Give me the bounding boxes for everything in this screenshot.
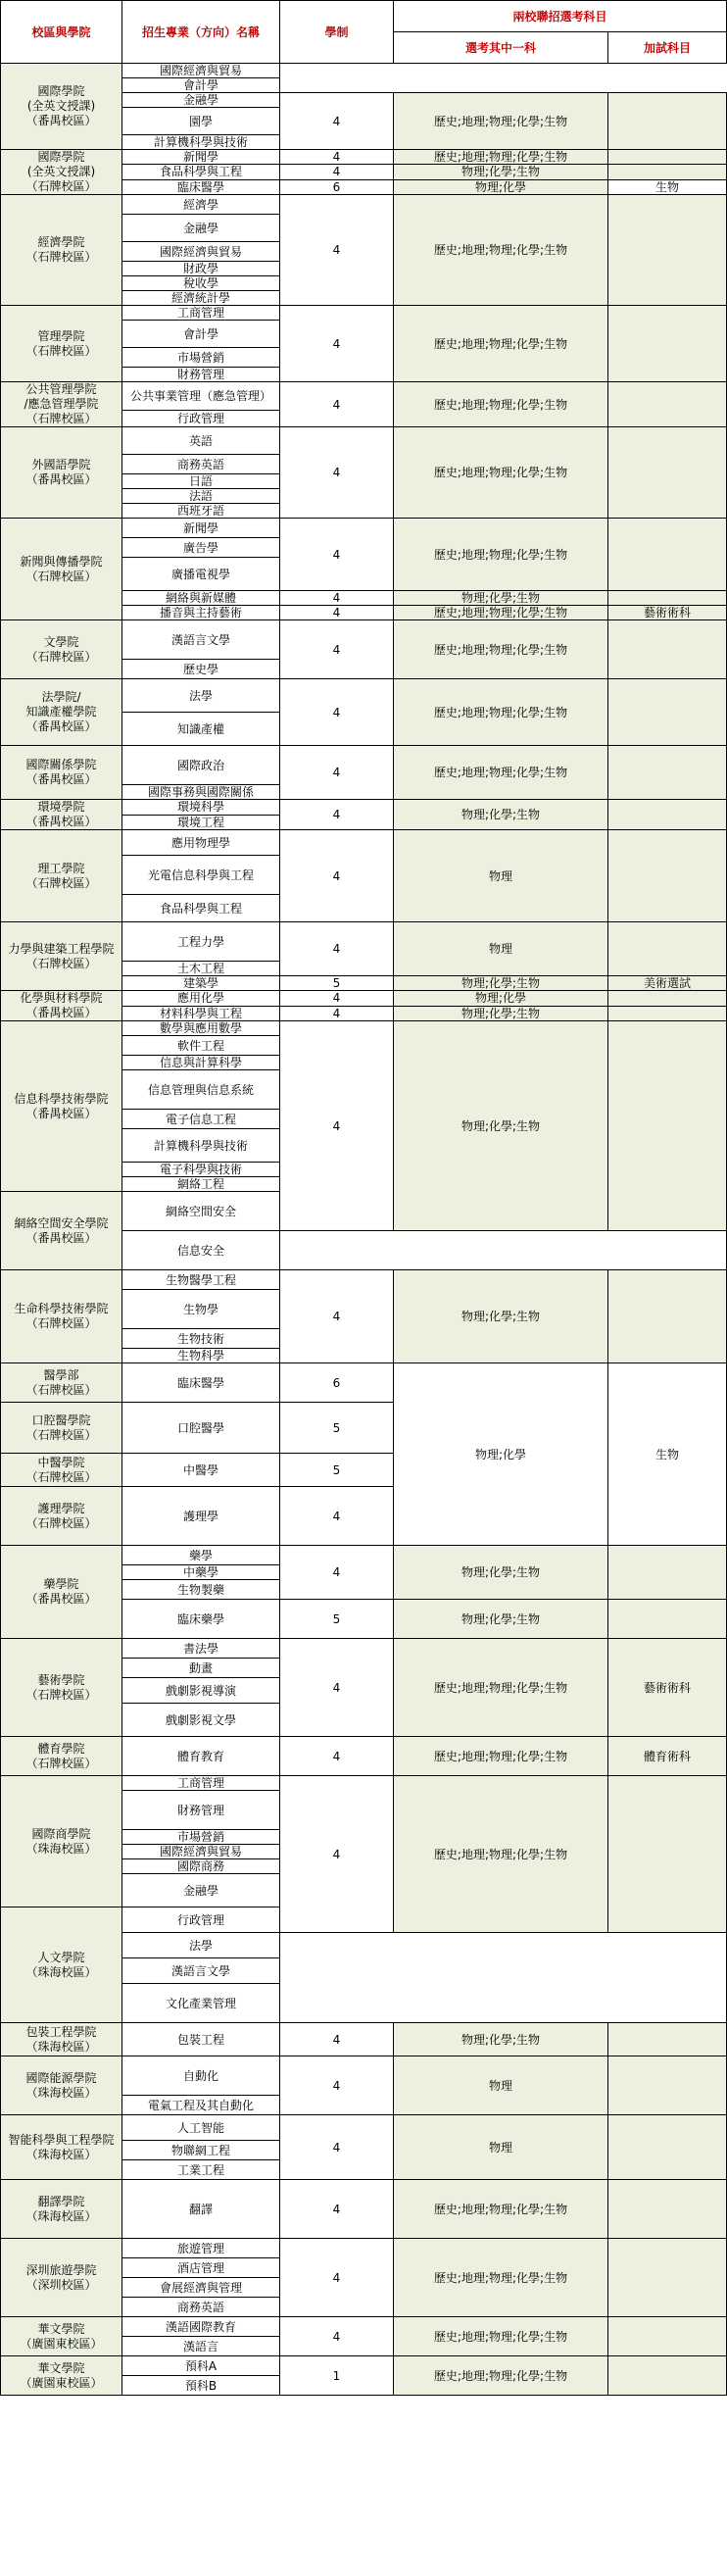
major-cell: 國際政治 — [122, 746, 280, 785]
major-cell: 網絡空間安全 — [122, 1192, 280, 1231]
years-cell: 4 — [280, 165, 394, 179]
college-cell: 中醫學院 （石牌校區） — [1, 1454, 122, 1487]
extra-subject-cell — [608, 620, 727, 679]
college-cell: 國際能源學院 （珠海校區） — [1, 2056, 122, 2115]
years-cell: 4 — [280, 93, 394, 150]
subject-cell: 物理;化學 — [394, 179, 608, 194]
table-row — [1, 679, 727, 713]
years-cell: 4 — [280, 1006, 394, 1021]
subject-cell: 物理;化學;生物 — [394, 2023, 608, 2056]
extra-subject-cell — [608, 2317, 727, 2356]
years-cell: 4 — [280, 2317, 394, 2356]
major-cell: 廣播電視學 — [122, 558, 280, 591]
header-major: 招生專業（方向）名稱 — [122, 1, 280, 64]
major-cell: 建築學 — [122, 976, 280, 991]
college-cell: 體育學院 （石牌校區） — [1, 1737, 122, 1776]
table-row — [1, 519, 727, 538]
subject-cell: 物理;化學;生物 — [394, 1600, 608, 1639]
major-cell: 財務管理 — [122, 368, 280, 382]
subject-cell: 歷史;地理;物理;化學;生物 — [394, 1639, 608, 1737]
college-cell: 藝術學院 （石牌校區） — [1, 1639, 122, 1737]
years-cell: 4 — [280, 1270, 394, 1363]
extra-subject-cell — [608, 2115, 727, 2180]
extra-subject-cell — [608, 830, 727, 922]
table-row — [1, 2239, 727, 2258]
college-cell: 口腔醫學院 （石牌校區） — [1, 1403, 122, 1454]
extra-subject-cell — [608, 165, 727, 179]
major-cell: 動畫 — [122, 1659, 280, 1678]
major-cell: 日語 — [122, 474, 280, 489]
college-cell: 力學與建築工程學院 （石牌校區） — [1, 922, 122, 991]
header-college: 校區與學院 — [1, 1, 122, 64]
years-cell: 4 — [280, 2115, 394, 2180]
years-cell: 5 — [280, 1454, 394, 1487]
extra-subject-cell: 生物 — [608, 1363, 727, 1546]
college-cell: 公共管理學院 /應急管理學院 （石牌校區） — [1, 382, 122, 427]
major-cell: 藥學 — [122, 1546, 280, 1565]
subject-cell: 物理;化學;生物 — [394, 1006, 608, 1021]
major-cell: 軟件工程 — [122, 1036, 280, 1056]
subject-cell: 歷史;地理;物理;化學;生物 — [394, 2317, 608, 2356]
extra-subject-cell — [608, 195, 727, 306]
years-cell: 4 — [280, 2239, 394, 2317]
table-row — [1, 382, 727, 411]
years-cell: 4 — [280, 800, 394, 830]
major-cell: 電子科學與技術 — [122, 1163, 280, 1177]
extra-subject-cell — [608, 2023, 727, 2056]
years-cell: 4 — [280, 1776, 394, 1933]
college-cell: 理工學院 （石牌校區） — [1, 830, 122, 922]
subject-cell: 物理 — [394, 922, 608, 976]
major-cell: 市場營銷 — [122, 1830, 280, 1845]
major-cell: 物聯網工程 — [122, 2141, 280, 2160]
major-cell: 工業工程 — [122, 2160, 280, 2180]
subject-cell: 物理;化學;生物 — [394, 1546, 608, 1600]
table-row — [1, 991, 727, 1007]
years-cell: 4 — [280, 1737, 394, 1776]
extra-subject-cell — [608, 991, 727, 1007]
major-cell: 預科B — [122, 2376, 280, 2396]
major-cell: 國際經濟與貿易 — [122, 242, 280, 262]
subject-cell: 物理;化學 — [394, 1363, 608, 1546]
major-cell: 會計學 — [122, 321, 280, 348]
extra-subject-cell — [608, 2356, 727, 2396]
subject-cell: 物理;化學;生物 — [394, 1270, 608, 1363]
major-cell: 戲劇影視文學 — [122, 1704, 280, 1737]
college-cell: 華文學院 （廣園東校區） — [1, 2317, 122, 2356]
major-cell: 酒店管理 — [122, 2258, 280, 2278]
subject-cell: 歷史;地理;物理;化學;生物 — [394, 606, 608, 620]
major-cell: 臨床醫學 — [122, 1363, 280, 1403]
college-cell: 包裝工程學院 （珠海校區） — [1, 2023, 122, 2056]
table-row — [1, 922, 727, 962]
major-cell: 文化產業管理 — [122, 1984, 280, 2023]
major-cell: 預科A — [122, 2356, 280, 2376]
major-cell: 經濟學 — [122, 195, 280, 215]
college-cell: 環境學院 （番禺校區） — [1, 800, 122, 830]
major-cell: 國際事務與國際關係 — [122, 785, 280, 800]
major-cell: 會展經濟與管理 — [122, 2278, 280, 2298]
college-cell: 管理學院 （石牌校區） — [1, 306, 122, 382]
extra-subject-cell — [608, 1021, 727, 1231]
extra-subject-cell — [608, 382, 727, 427]
college-cell: 醫學部 （石牌校區） — [1, 1363, 122, 1403]
extra-subject-cell: 藝術術科 — [608, 1639, 727, 1737]
table-row — [1, 2180, 727, 2239]
major-cell: 計算機科學與技術 — [122, 135, 280, 150]
table-row — [1, 800, 727, 816]
years-cell: 4 — [280, 2180, 394, 2239]
college-cell: 人文學院 （珠海校區） — [1, 1907, 122, 2023]
major-cell: 數學與應用數學 — [122, 1021, 280, 1036]
table-row — [1, 2115, 727, 2141]
major-cell: 電氣工程及其自動化 — [122, 2096, 280, 2115]
subject-cell: 物理;化學;生物 — [394, 1021, 608, 1231]
years-cell: 1 — [280, 2356, 394, 2396]
major-cell: 自動化 — [122, 2056, 280, 2096]
major-cell: 漢語言 — [122, 2337, 280, 2356]
subject-cell: 歷史;地理;物理;化學;生物 — [394, 306, 608, 382]
subject-cell: 物理;化學 — [394, 991, 608, 1007]
years-cell: 6 — [280, 179, 394, 194]
major-cell: 中醫學 — [122, 1454, 280, 1487]
table-body — [1, 64, 727, 2396]
extra-subject-cell: 美術選試 — [608, 976, 727, 991]
major-cell: 工程力學 — [122, 922, 280, 962]
major-cell: 應用化學 — [122, 991, 280, 1007]
extra-subject-cell — [608, 1600, 727, 1639]
years-cell: 4 — [280, 746, 394, 800]
major-cell: 食品科學與工程 — [122, 895, 280, 922]
years-cell: 4 — [280, 679, 394, 746]
years-cell: 4 — [280, 382, 394, 427]
years-cell: 5 — [280, 1600, 394, 1639]
subject-cell: 歷史;地理;物理;化學;生物 — [394, 150, 608, 165]
table-row — [1, 1363, 727, 1403]
major-cell: 漢語國際教育 — [122, 2317, 280, 2337]
major-cell: 市場營銷 — [122, 348, 280, 368]
major-cell: 翻譯 — [122, 2180, 280, 2239]
extra-subject-cell: 生物 — [608, 179, 727, 194]
table-row — [1, 1639, 727, 1659]
years-cell: 5 — [280, 1403, 394, 1454]
major-cell: 知識產權 — [122, 713, 280, 746]
extra-subject-cell — [608, 519, 727, 591]
major-cell: 生物技術 — [122, 1329, 280, 1349]
table-row — [1, 64, 727, 78]
major-cell: 體育教育 — [122, 1737, 280, 1776]
major-cell: 書法學 — [122, 1639, 280, 1659]
table-row — [1, 195, 727, 215]
major-cell: 國際經濟與貿易 — [122, 1845, 280, 1859]
major-cell: 行政管理 — [122, 1907, 280, 1933]
table-row — [1, 2317, 727, 2337]
subject-cell: 歷史;地理;物理;化學;生物 — [394, 2356, 608, 2396]
major-cell: 工商管理 — [122, 306, 280, 321]
extra-subject-cell — [608, 2180, 727, 2239]
major-cell: 計算機科學與技術 — [122, 1129, 280, 1163]
table-row — [1, 1270, 727, 1290]
years-cell: 4 — [280, 306, 394, 382]
college-cell: 化學與材料學院 （番禺校區） — [1, 991, 122, 1021]
years-cell: 4 — [280, 830, 394, 922]
extra-subject-cell — [608, 1270, 727, 1363]
college-cell: 翻譯學院 （珠海校區） — [1, 2180, 122, 2239]
years-cell: 6 — [280, 1363, 394, 1403]
extra-subject-cell — [608, 2239, 727, 2317]
major-cell: 網絡工程 — [122, 1177, 280, 1192]
years-cell: 4 — [280, 150, 394, 165]
extra-subject-cell: 藝術術科 — [608, 606, 727, 620]
major-cell: 金融學 — [122, 93, 280, 108]
major-cell: 金融學 — [122, 1874, 280, 1907]
years-cell: 4 — [280, 606, 394, 620]
major-cell: 國際商務 — [122, 1859, 280, 1874]
years-cell: 4 — [280, 922, 394, 976]
major-cell: 廣告學 — [122, 538, 280, 558]
years-cell: 5 — [280, 976, 394, 991]
major-cell: 稅收學 — [122, 276, 280, 291]
college-cell: 國際學院 (全英文授課) （石牌校區） — [1, 150, 122, 195]
table-row — [1, 746, 727, 785]
college-cell: 文學院 （石牌校區） — [1, 620, 122, 679]
major-cell: 經濟統計學 — [122, 291, 280, 306]
table-row — [1, 620, 727, 660]
years-cell: 4 — [280, 195, 394, 306]
extra-subject-cell — [608, 427, 727, 519]
major-cell: 公共事業管理（應急管理） — [122, 382, 280, 411]
major-cell: 材料科學與工程 — [122, 1006, 280, 1021]
table-row — [1, 1546, 727, 1565]
major-cell: 中藥學 — [122, 1565, 280, 1580]
extra-subject-cell — [608, 679, 727, 746]
table-row — [1, 1737, 727, 1776]
subject-cell: 物理;化學;生物 — [394, 976, 608, 991]
major-cell: 播音與主持藝術 — [122, 606, 280, 620]
major-cell: 工商管理 — [122, 1776, 280, 1791]
college-cell: 信息科學技術學院 （番禺校區） — [1, 1021, 122, 1192]
major-cell: 新聞學 — [122, 519, 280, 538]
major-cell: 網絡與新媒體 — [122, 591, 280, 606]
table-row — [1, 427, 727, 455]
subject-cell: 歷史;地理;物理;化學;生物 — [394, 427, 608, 519]
major-cell: 生物醫學工程 — [122, 1270, 280, 1290]
subject-cell: 物理;化學;生物 — [394, 591, 608, 606]
table-row — [1, 150, 727, 165]
years-cell: 4 — [280, 591, 394, 606]
college-cell: 國際商學院 （珠海校區） — [1, 1776, 122, 1907]
college-cell: 華文學院 （廣園東校區） — [1, 2356, 122, 2396]
major-cell: 園學 — [122, 108, 280, 135]
major-cell: 臨床醫學 — [122, 179, 280, 194]
major-cell: 戲劇影視導演 — [122, 1678, 280, 1704]
subject-cell: 物理 — [394, 2056, 608, 2115]
major-cell: 商務英語 — [122, 455, 280, 474]
extra-subject-cell — [608, 150, 727, 165]
major-cell: 法學 — [122, 1933, 280, 1958]
major-cell: 信息安全 — [122, 1231, 280, 1270]
extra-subject-cell — [608, 93, 727, 150]
major-cell: 財政學 — [122, 262, 280, 276]
years-cell: 4 — [280, 620, 394, 679]
header-extra-subject: 加試科目 — [608, 32, 727, 64]
table-row — [1, 2056, 727, 2096]
extra-subject-cell — [608, 591, 727, 606]
college-cell: 外國語學院 （番禺校區） — [1, 427, 122, 519]
extra-subject-cell — [608, 922, 727, 976]
major-cell: 漢語言文學 — [122, 1958, 280, 1984]
subject-cell: 物理;化學;生物 — [394, 165, 608, 179]
subject-cell: 歷史;地理;物理;化學;生物 — [394, 1776, 608, 1933]
major-cell: 口腔醫學 — [122, 1403, 280, 1454]
subject-cell: 歷史;地理;物理;化學;生物 — [394, 746, 608, 800]
college-cell: 國際學院 (全英文授課) （番禺校區） — [1, 64, 122, 150]
subject-cell: 歷史;地理;物理;化學;生物 — [394, 679, 608, 746]
table-row — [1, 830, 727, 856]
table-row — [1, 1021, 727, 1036]
major-cell: 法學 — [122, 679, 280, 713]
major-cell: 法語 — [122, 489, 280, 504]
major-cell: 財務管理 — [122, 1791, 280, 1830]
extra-subject-cell — [608, 746, 727, 800]
major-cell: 環境工程 — [122, 815, 280, 830]
years-cell: 4 — [280, 1487, 394, 1546]
major-cell: 英語 — [122, 427, 280, 455]
major-cell: 新聞學 — [122, 150, 280, 165]
major-cell: 電子信息工程 — [122, 1110, 280, 1129]
subject-cell: 歷史;地理;物理;化學;生物 — [394, 519, 608, 591]
extra-subject-cell — [608, 800, 727, 830]
major-cell: 生物製藥 — [122, 1580, 280, 1600]
years-cell: 4 — [280, 1639, 394, 1737]
years-cell: 4 — [280, 1021, 394, 1231]
major-cell: 國際經濟與貿易 — [122, 64, 280, 78]
college-cell: 智能科學與工程學院 （珠海校區） — [1, 2115, 122, 2180]
table-row — [1, 1776, 727, 1791]
subject-cell: 歷史;地理;物理;化學;生物 — [394, 382, 608, 427]
major-cell: 信息管理與信息系統 — [122, 1070, 280, 1110]
extra-subject-cell — [608, 2056, 727, 2115]
major-cell: 漢語言文學 — [122, 620, 280, 660]
major-cell: 食品科學與工程 — [122, 165, 280, 179]
subject-cell: 歷史;地理;物理;化學;生物 — [394, 2180, 608, 2239]
major-cell: 光電信息科學與工程 — [122, 856, 280, 895]
years-cell: 4 — [280, 2056, 394, 2115]
major-cell: 人工智能 — [122, 2115, 280, 2141]
subject-cell: 物理;化學;生物 — [394, 800, 608, 830]
major-cell: 應用物理學 — [122, 830, 280, 856]
major-cell: 包裝工程 — [122, 2023, 280, 2056]
college-cell: 護理學院 （石牌校區） — [1, 1487, 122, 1546]
extra-subject-cell — [608, 306, 727, 382]
header-choose-one: 選考其中一科 — [394, 32, 608, 64]
years-cell: 4 — [280, 519, 394, 591]
subject-cell: 歷史;地理;物理;化學;生物 — [394, 195, 608, 306]
major-cell: 會計學 — [122, 78, 280, 93]
extra-subject-cell: 體育術科 — [608, 1737, 727, 1776]
years-cell: 4 — [280, 2023, 394, 2056]
subject-cell: 物理 — [394, 2115, 608, 2180]
college-cell: 藥學院 （番禺校區） — [1, 1546, 122, 1639]
subject-cell: 歷史;地理;物理;化學;生物 — [394, 93, 608, 150]
major-cell: 生物學 — [122, 1290, 280, 1329]
table-row — [1, 2023, 727, 2056]
major-cell: 金融學 — [122, 215, 280, 242]
major-cell: 商務英語 — [122, 2298, 280, 2317]
major-cell: 臨床藥學 — [122, 1600, 280, 1639]
extra-subject-cell — [608, 1006, 727, 1021]
years-cell: 4 — [280, 1546, 394, 1600]
college-cell: 國際關係學院 （番禺校區） — [1, 746, 122, 800]
major-cell: 環境科學 — [122, 800, 280, 816]
major-cell: 信息與計算科學 — [122, 1056, 280, 1070]
subject-cell: 歷史;地理;物理;化學;生物 — [394, 2239, 608, 2317]
major-cell: 土木工程 — [122, 962, 280, 976]
table-row — [1, 306, 727, 321]
table-row — [1, 2356, 727, 2376]
college-cell: 法學院/ 知識產權學院 （番禺校區） — [1, 679, 122, 746]
major-cell: 護理學 — [122, 1487, 280, 1546]
major-cell: 旅遊管理 — [122, 2239, 280, 2258]
years-cell: 4 — [280, 991, 394, 1007]
extra-subject-cell — [608, 1546, 727, 1600]
major-cell: 西班牙語 — [122, 504, 280, 519]
years-cell: 4 — [280, 427, 394, 519]
subject-cell: 歷史;地理;物理;化學;生物 — [394, 1737, 608, 1776]
major-cell: 歷史學 — [122, 660, 280, 679]
college-cell: 生命科學技術學院 （石牌校區） — [1, 1270, 122, 1363]
major-cell: 行政管理 — [122, 411, 280, 427]
college-cell: 新聞與傳播學院 （石牌校區） — [1, 519, 122, 620]
header-years: 學制 — [280, 1, 394, 64]
header-subject-group: 兩校聯招選考科目 — [394, 1, 727, 32]
subject-cell: 歷史;地理;物理;化學;生物 — [394, 620, 608, 679]
college-cell: 深圳旅遊學院 （深圳校區） — [1, 2239, 122, 2317]
college-cell: 網絡空間安全學院 （番禺校區） — [1, 1192, 122, 1270]
college-cell: 經濟學院 （石牌校區） — [1, 195, 122, 306]
major-cell: 生物科學 — [122, 1349, 280, 1363]
extra-subject-cell — [608, 1776, 727, 1933]
subject-cell: 物理 — [394, 830, 608, 922]
